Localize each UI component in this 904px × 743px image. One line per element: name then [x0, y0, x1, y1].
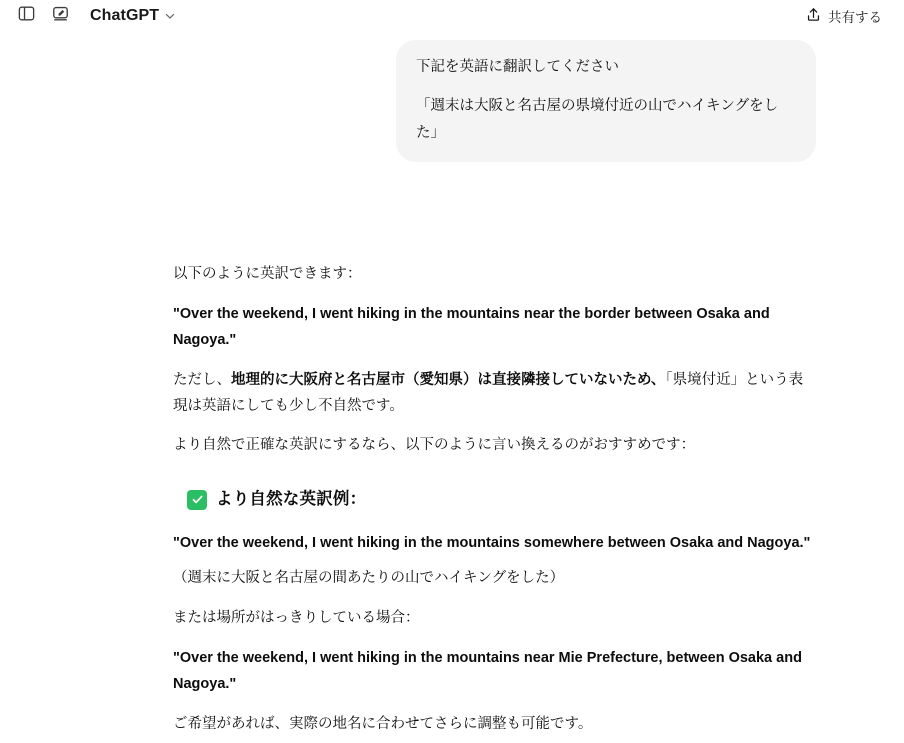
new-chat-button[interactable]: [46, 2, 74, 30]
translation-primary: "Over the weekend, I went hiking in the mountains near the border between Osaka and Nagoya.": [173, 306, 770, 349]
chevron-down-icon: [163, 9, 177, 23]
compose-pencil-icon: [51, 4, 70, 28]
assistant-message: [0, 162, 904, 743]
alternative-lead-in: または場所がはっきりしている場合：: [173, 610, 420, 627]
assistant-note: [173, 368, 814, 420]
translation-alternative: "Over the weekend, I went hiking in the mountains near Mie Prefecture, between Osaka and Nagoya.": [173, 649, 802, 692]
note-tail: 「県境付近」という表現は英語にしても少し不自然です。: [173, 371, 804, 414]
user-message-line-2: 「週末は大阪と名古屋の県境付近の山でハイキングをした」: [416, 97, 779, 141]
user-message-line-1: 下記を英語に翻訳してください: [416, 59, 619, 75]
assistant-suggestion: より自然で正確な英訳にするなら、以下のように言い換えるのがおすすめです：: [173, 437, 696, 454]
model-name-label: ChatGPT: [90, 7, 160, 24]
assistant-closing: ご希望があれば、実際の地名に合わせてさらに調整も可能です。: [173, 715, 593, 732]
share-button-label: 共有する: [828, 10, 882, 25]
share-upload-icon: [805, 6, 822, 26]
sidebar-toggle-button[interactable]: [12, 2, 40, 30]
top-bar: [0, 0, 904, 32]
conversation-scroll-area[interactable]: [0, 32, 904, 743]
user-message-row: [0, 32, 904, 162]
natural-translation-heading: [187, 485, 814, 514]
translation-natural-gloss: （週末に大阪と名古屋の間あたりの山でハイキングをした）: [173, 570, 565, 587]
top-bar-right-group: [795, 0, 892, 32]
note-prefix: ただし、: [173, 371, 231, 388]
sidebar-panel-icon: [17, 4, 36, 28]
assistant-intro: 以下のように英訳できます：: [173, 266, 362, 283]
user-message-bubble: [396, 40, 816, 162]
model-selector-button[interactable]: [82, 4, 185, 28]
share-button[interactable]: [795, 2, 892, 30]
note-bold: 地理的に大阪府と名古屋市（愛知県）は直接隣接していないため、: [231, 371, 666, 388]
section-title-label: より自然な英訳例：: [216, 490, 367, 509]
translation-natural: "Over the weekend, I went hiking in the mountains somewhere between Osaka and Nagoya.": [173, 534, 811, 551]
green-check-icon: [187, 490, 207, 510]
